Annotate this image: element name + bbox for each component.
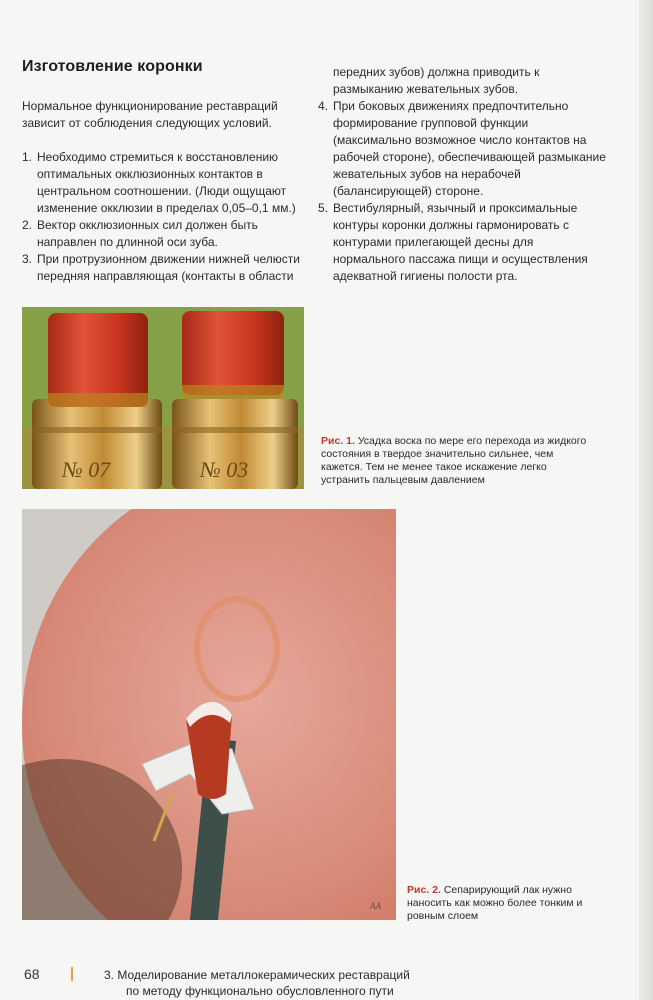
die-label-right: № 03 [200,457,249,482]
footer-divider [71,967,73,981]
wax-dies-illustration [22,307,304,489]
list-item: 4. При боковых движениях предпочтительно формирование групповой функции (максимально возможное число контактов на рабочей стороне), обеспечивающей размыкание жевательных зубов на нерабочей (балансирующей) стороне. [318,99,606,198]
list-item-continuation: передних зубов) должна приводить к размыканию жевательных зубов. [333,65,540,96]
list-item: 2. Вектор окклюзионных сил должен быть направлен по длинной оси зуба. [22,218,258,249]
chapter-title-line-1: 3. Моделирование металлокерамических реставраций [104,968,410,982]
figure-2-photo [22,509,396,920]
conditions-list-right [318,64,608,285]
conditions-list-left [22,149,302,285]
page-number: 68 [24,966,40,982]
chapter-title-line-2: по методу функционально обусловленного пути [126,984,394,998]
page-edge-shadow [639,0,653,1000]
varnish-die-illustration [22,509,396,920]
right-wax-pattern [182,311,284,395]
die-label-left: № 07 [62,457,111,482]
section-heading: Изготовление коронки [22,58,203,75]
intro-paragraph: Нормальное функционирование реставраций зависит от соблюдения следующих условий. [22,99,278,130]
photo-signature: AA [370,901,381,911]
figure-2-caption: Рис. 2. Сепарирующий лак нужно наносить как можно более тонким и ровным слоем [407,884,583,922]
chapter-title [104,967,410,999]
left-wax-pattern [48,313,148,407]
figure-1-photo [22,307,304,489]
list-item: 5. Вестибулярный, язычный и проксимальные контуры коронки должны гармонировать с контурами прилегающей десны для нормального пассажа пищи и осуществления адекватной гигиены полости рта. [318,201,588,283]
list-item: 3. При протрузионном движении нижней челюсти передняя направляющая (контакты в области [22,252,300,283]
figure-1-caption: Рис. 1. Усадка воска по мере его перехода из жидкого состояния в твердое значительно сильнее, чем кажется. Тем не менее такое искажение легко устранить пальцевым давлением [321,435,587,486]
list-item: 1. Необходимо стремиться к восстановлению оптимальных окклюзионных контактов в центральном соотношении. (Люди ощущают изменение окклюзии в пределах 0,05–0,1 мм.) [22,150,296,215]
